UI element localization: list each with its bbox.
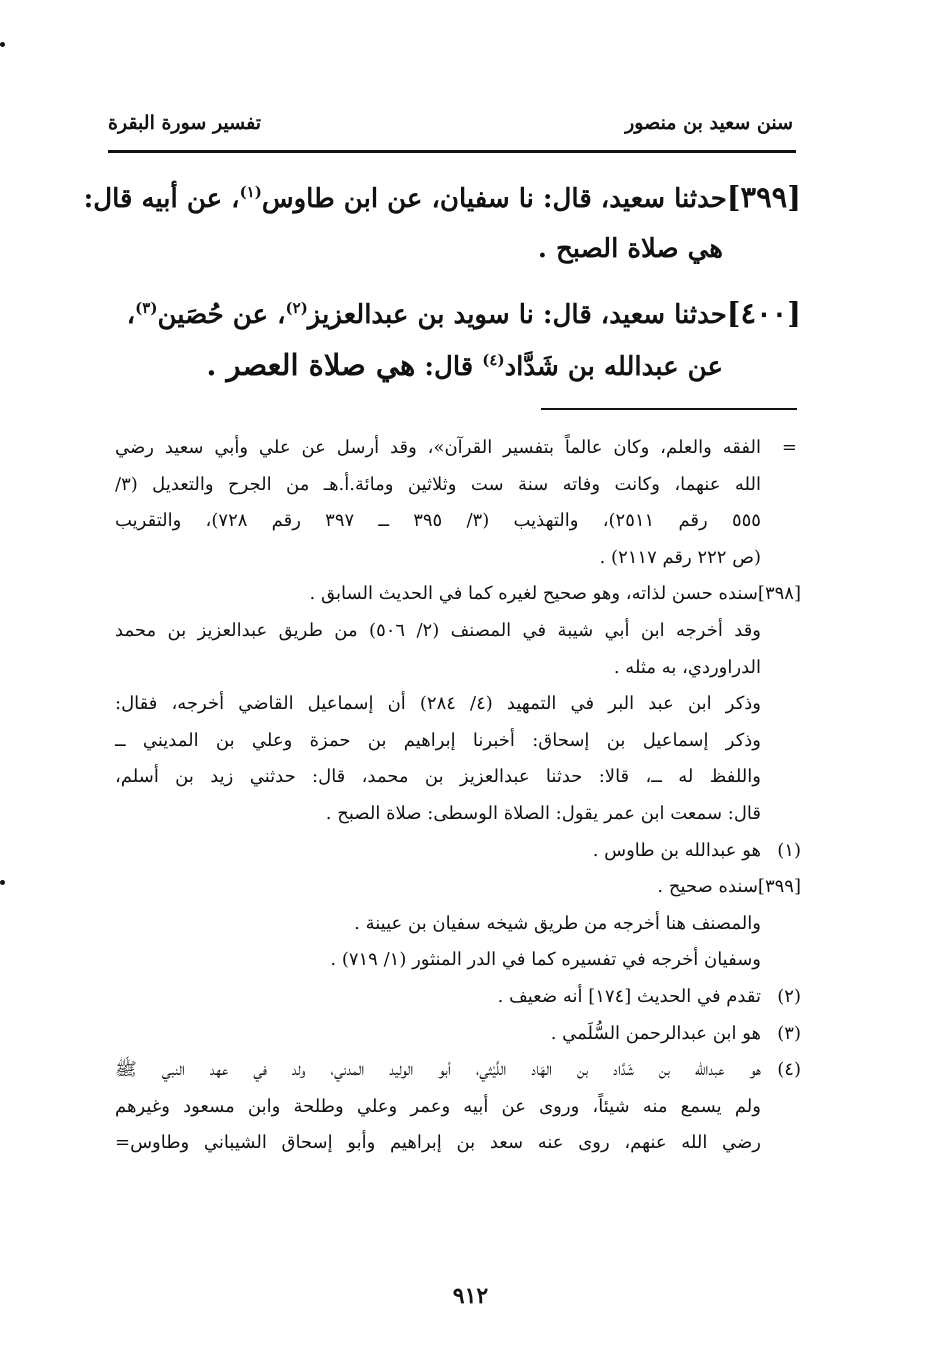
- isnad-text: ،: [126, 300, 136, 330]
- footnote-line: هو عبدالله بن طاوس .: [592, 839, 761, 861]
- isnad-text: حدثنا سعيد، قال: نا سويد بن عبدالعزيز: [307, 300, 727, 330]
- footnote-line: سنده صحيح .: [657, 876, 758, 898]
- continuation-marker: =: [781, 437, 797, 458]
- footnote-399-first-line: [657, 869, 801, 906]
- footnote-marker: (٣): [777, 1022, 801, 1044]
- scan-speck: [0, 880, 5, 885]
- hadith-400-line-1: [101, 288, 801, 340]
- scan-speck: [0, 42, 5, 47]
- footnote-ref: (١): [239, 183, 262, 201]
- footnote-ref: (٣): [135, 299, 158, 317]
- footnote-line: الفقه والعلم، وكان عالماً بتفسير القرآن»، وقد أرسل عن علي وأبي سعيد رضي: [115, 437, 761, 458]
- header-rule: [108, 150, 796, 153]
- footnote-line: قال: سمعت ابن عمر يقول: الصلاة الوسطى: صلاة الصبح .: [325, 802, 761, 824]
- footnote-line: وسفيان أخرجه في تفسيره كما في الدر المنثور (١/ ٧١٩) .: [330, 949, 761, 971]
- footnote-line: وقد أخرجه ابن أبي شيبة في المصنف (٢/ ٥٠٦) من طريق عبدالعزيز بن محمد: [115, 619, 761, 641]
- isnad-text: قال:: [415, 352, 483, 382]
- footnote-line: الدراوردي، به مثله .: [613, 656, 761, 678]
- footnote-line: تقدم في الحديث [١٧٤] أنه ضعيف .: [497, 985, 761, 1007]
- footnote-398-first-line: [310, 576, 801, 613]
- footnote-marker: [٣٩٨]: [757, 583, 801, 605]
- isnad-text: حدثنا سعيد، قال: نا سفيان، عن ابن طاوس: [261, 184, 727, 214]
- footnote-separator: [541, 408, 797, 410]
- hadith-399-line-1: [83, 172, 801, 224]
- footnote-marker: (١): [777, 839, 801, 861]
- footnote-line: وذكر ابن عبد البر في التمهيد (٤/ ٢٨٤) أن إسماعيل القاضي أخرجه، فقال:: [115, 693, 761, 715]
- footnote-line: واللفظ له ــ، قالا: حدثنا عبدالعزيز بن محمد، قال: حدثني زيد بن أسلم،: [115, 766, 761, 788]
- footnote-marker: (٤): [777, 1059, 801, 1081]
- footnotes: [101, 430, 801, 1162]
- footnote-line: وذكر إسماعيل بن إسحاق: أخبرنا إبراهيم بن حمزة وعلي بن المديني ــ: [115, 729, 761, 751]
- footnote-line: ٥٥٥ رقم ٢٥١١)، والتهذيب (٣/ ٣٩٥ ــ ٣٩٧ رقم ٧٢٨)، والتقريب: [115, 510, 761, 532]
- footnote-line: سنده حسن لذاته، وهو صحيح لغيره كما في الحديث السابق .: [309, 583, 758, 605]
- footnote-line: رضي الله عنهم، روى عنه سعد بن إبراهيم وأبو إسحاق الشيباني وطاوس=: [115, 1132, 761, 1154]
- hadith-number: [٣٩٩]: [726, 180, 801, 214]
- footnote-line: هو ابن عبدالرحمن السُّلَمي .: [550, 1022, 761, 1044]
- isnad-text: ، عن حُصَين: [157, 300, 286, 330]
- hadith-number: [٤٠٠]: [726, 296, 801, 330]
- isnad-text: ، عن أبيه قال:: [83, 184, 240, 214]
- hadith-400: [101, 288, 801, 392]
- hadith-399: [83, 172, 801, 274]
- footnote-line: (ص ٢٢٢ رقم ٢١١٧) .: [599, 546, 761, 568]
- hadith-400-line-2: [101, 340, 801, 392]
- footnote-line: هو عبدالله بن شَدَّاد بن الهَاد اللَّيْثي، أبو الوليد المدني، ولد في عهد النبي ﷺ: [115, 1059, 761, 1081]
- running-header-section-title: تفسير سورة البقرة: [108, 112, 262, 134]
- footnote-line: ولم يسمع منه شيئاً، وروى عن أبيه وعمر وعلي وطلحة وابن مسعود وغيرهم: [115, 1095, 761, 1117]
- footnote-line: الله عنهما، وكانت وفاته سنة ست وثلاثين ومائة.أ.هـ من الجرح والتعديل (٣/: [115, 473, 761, 495]
- page-number: ٩١٢: [452, 1283, 489, 1309]
- footnote-marker: [٣٩٩]: [757, 876, 801, 898]
- footnote-ref: (٢): [285, 299, 308, 317]
- hadith-400-matn: هي صلاة العصر .: [206, 348, 416, 382]
- footnote-line: والمصنف هنا أخرجه من طريق شيخه سفيان بن عيينة .: [354, 912, 761, 934]
- running-header-book-title: سنن سعيد بن منصور: [625, 112, 793, 134]
- hadith-399-matn: هي صلاة الصبح .: [537, 234, 723, 264]
- isnad-text: عن عبدالله بن شَدَّاد: [504, 352, 723, 382]
- footnote-marker: (٢): [777, 985, 801, 1007]
- footnote-ref: (٤): [482, 351, 505, 369]
